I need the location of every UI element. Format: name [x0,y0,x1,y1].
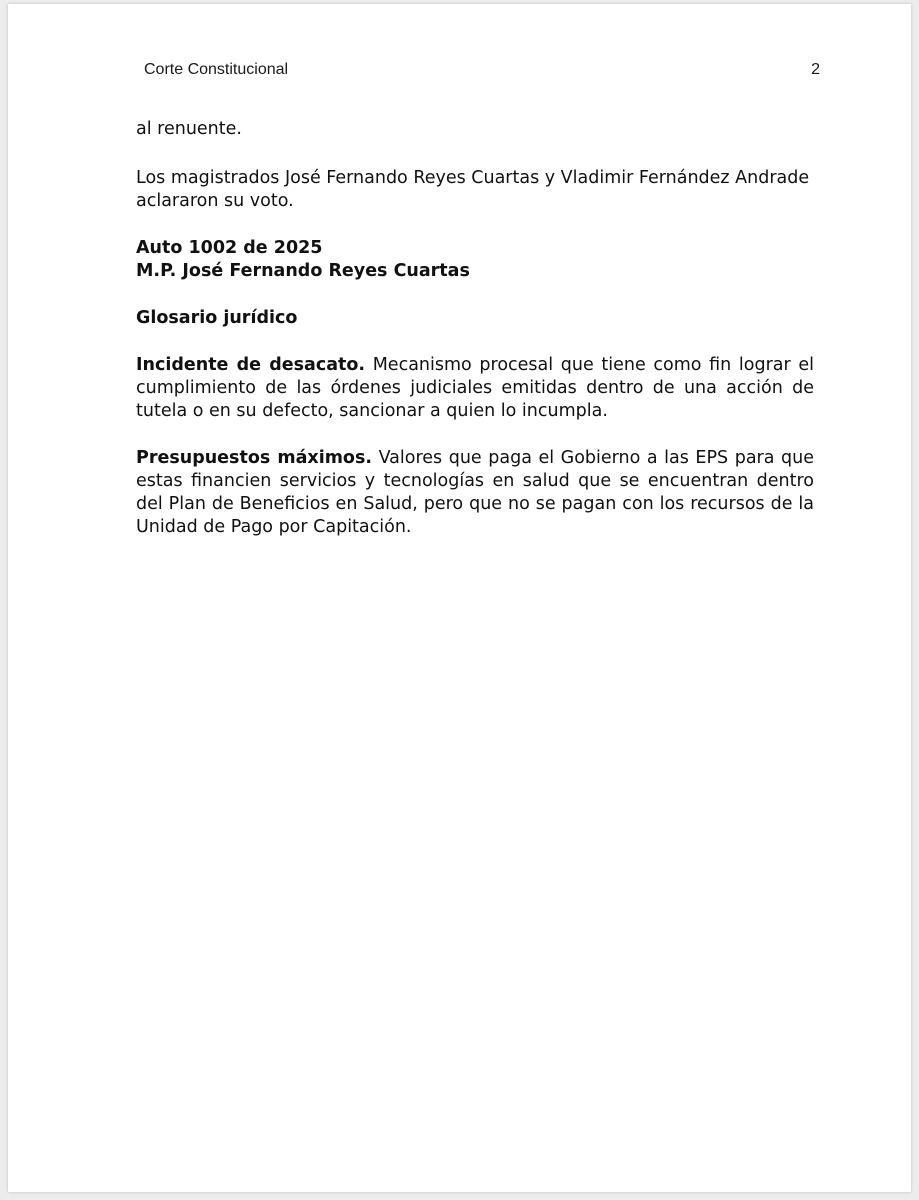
glossary-term-text: Valores que paga el Gobierno a las EPS para que estas financien servicios y tecnologías en salud que se encuentran dentro del Plan de Beneficios en Salud, pero que no se pagan con los recursos de la Unidad de Pago por Capitación. [136,448,814,537]
continuation-text: al renuente. [136,119,242,139]
glossary-term: Presupuestos máximos. [136,448,373,468]
glossary-term-text: Mecanismo procesal que tiene como fin lograr el cumplimiento de las órdenes judiciales emitidas dentro de una acción de tutela o en su defecto, sancionar a quien lo incumpla. [136,355,814,421]
page-number: 2 [811,61,820,78]
document-body [136,118,814,539]
page-header [144,61,820,85]
glossary-title: Glosario jurídico [136,308,298,328]
auto-title: Auto 1002 de 2025 [136,238,323,258]
glossary-definition [136,447,814,539]
court-name: Corte Constitucional [144,61,289,78]
auto-magistrate: M.P. José Fernando Reyes Cuartas [136,261,470,281]
auto-heading [136,237,814,283]
vote-note: Los magistrados José Fernando Reyes Cuartas y Vladimir Fernández Andrade aclararon su voto. [136,168,810,211]
glossary-definition [136,354,814,423]
glossary-term: Incidente de desacato. [136,355,366,375]
